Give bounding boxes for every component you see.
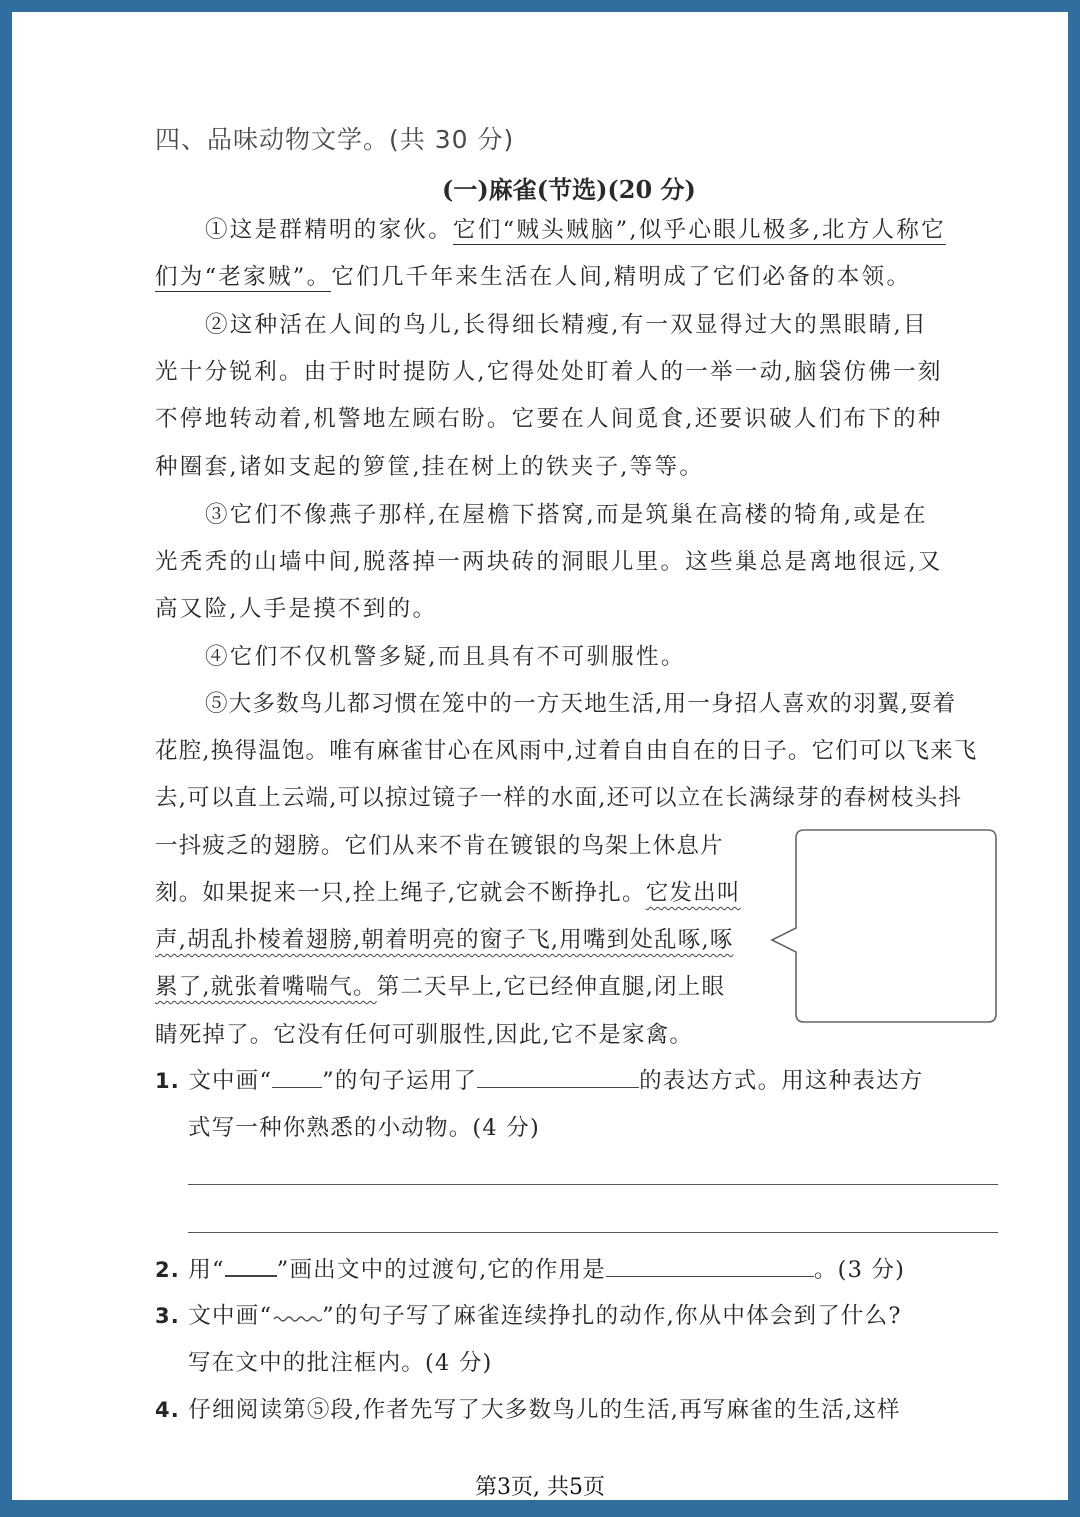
wavy-underlined-sentence: 声,胡乱扑棱着翅膀,朝着明亮的窗子飞,用嘴到处乱啄,啄 <box>155 927 734 953</box>
question-4 <box>155 1392 901 1424</box>
passage-line: ③它们不像燕子那样,在屋檐下搭窝,而是筑巢在高楼的犄角,或是在 <box>205 502 928 528</box>
question-text: ”的句子写了麻雀连续挣扎的动作,你从中体会到了什么? <box>322 1303 902 1329</box>
passage-text: 它们几千年来生活在人间,精明成了它们必备的本领。 <box>331 264 912 290</box>
passage-text: ①这是群精明的家伙。 <box>205 217 454 243</box>
answer-line[interactable] <box>188 1232 998 1233</box>
question-text: 。(3 分) <box>813 1257 906 1283</box>
answer-blank[interactable] <box>477 1067 639 1088</box>
passage-line <box>155 969 725 1001</box>
question-number: 4. <box>155 1398 180 1422</box>
passage-title: (一)麻雀(节选)(20 分) <box>442 175 696 204</box>
question-2 <box>155 1252 905 1284</box>
annotation-box[interactable] <box>770 828 1000 1024</box>
wavy-underline-sample <box>272 1299 322 1319</box>
question-text: 用“ <box>188 1257 225 1283</box>
passage-line <box>155 259 911 291</box>
underline-sample <box>225 1255 277 1277</box>
wavy-underlined-sentence: 它发出叫 <box>645 880 741 906</box>
passage-text: 刻。如果捉来一只,拴上绳子,它就会不断挣扎。 <box>155 880 646 906</box>
page-footer: 第3页, 共5页 <box>475 1475 605 1500</box>
question-number: 1. <box>155 1069 180 1093</box>
answer-line[interactable] <box>188 1184 998 1185</box>
passage-line: 花腔,换得温饱。唯有麻雀甘心在风雨中,过着自由自在的日子。它们可以飞来飞 <box>155 738 978 764</box>
underlined-sentence: 它们“贼头贼脑”,似乎心眼儿极多,北方人称它 <box>453 217 946 243</box>
passage-line <box>205 212 946 244</box>
answer-blank[interactable] <box>606 1256 814 1277</box>
worksheet-page <box>12 12 1068 1500</box>
section-heading: 四、品味动物文学。(共 30 分) <box>155 125 515 154</box>
question-text: 的表达方式。用这种表达方 <box>639 1068 924 1094</box>
passage-line: 高又险,人手是摸不到的。 <box>155 596 438 622</box>
question-3 <box>155 1298 902 1330</box>
passage-line: 睛死掉了。它没有任何可驯服性,因此,它不是家禽。 <box>155 1022 694 1048</box>
question-number: 3. <box>155 1304 180 1328</box>
passage-line <box>155 875 741 907</box>
passage-line: 不停地转动着,机警地左顾右盼。它要在人间觅食,还要识破人们布下的种 <box>155 406 943 432</box>
question-text: 文中画“ <box>188 1303 273 1329</box>
passage-line: 去,可以直上云端,可以掠过镜子一样的水面,还可以立在长满绿芽的春树枝头抖 <box>155 785 963 811</box>
passage-line: ②这种活在人间的鸟儿,长得细长精瘦,有一双显得过大的黑眼睛,目 <box>205 312 928 338</box>
underline-sample <box>272 1067 322 1088</box>
question-text: 文中画“ <box>188 1068 273 1094</box>
underlined-sentence: 们为“老家贼”。 <box>155 264 332 290</box>
passage-line: 光十分锐利。由于时时提防人,它得处处盯着人的一举一动,脑袋仿佛一刻 <box>155 359 943 385</box>
passage-line <box>155 922 734 954</box>
passage-line: 种圈套,诸如支起的箩筐,挂在树上的铁夹子,等等。 <box>155 454 705 480</box>
passage-text: 第二天早上,它已经伸直腿,闭上眼 <box>376 974 726 1000</box>
passage-line: ⑤大多数鸟儿都习惯在笼中的一方天地生活,用一身招人喜欢的羽翼,耍着 <box>205 691 957 717</box>
passage-line: 一抖疲乏的翅膀。它们从来不肯在镀银的鸟架上休息片 <box>155 833 724 859</box>
question-text: ”的句子运用了 <box>322 1068 478 1094</box>
passage-line: ④它们不仅机警多疑,而且具有不可驯服性。 <box>205 644 686 670</box>
question-text: ”画出文中的过渡句,它的作用是 <box>276 1257 606 1283</box>
question-number: 2. <box>155 1258 180 1282</box>
question-text: 仔细阅读第⑤段,作者先写了大多数鸟儿的生活,再写麻雀的生活,这样 <box>188 1397 901 1423</box>
question-3-line-2: 写在文中的批注框内。(4 分) <box>188 1350 493 1376</box>
question-1-line-2: 式写一种你熟悉的小动物。(4 分) <box>188 1115 540 1141</box>
wavy-underlined-sentence: 累了,就张着嘴喘气。 <box>155 974 377 1000</box>
question-1 <box>155 1063 923 1095</box>
passage-line: 光秃秃的山墙中间,脱落掉一两块砖的洞眼儿里。这些巢总是离地很远,又 <box>155 549 943 575</box>
